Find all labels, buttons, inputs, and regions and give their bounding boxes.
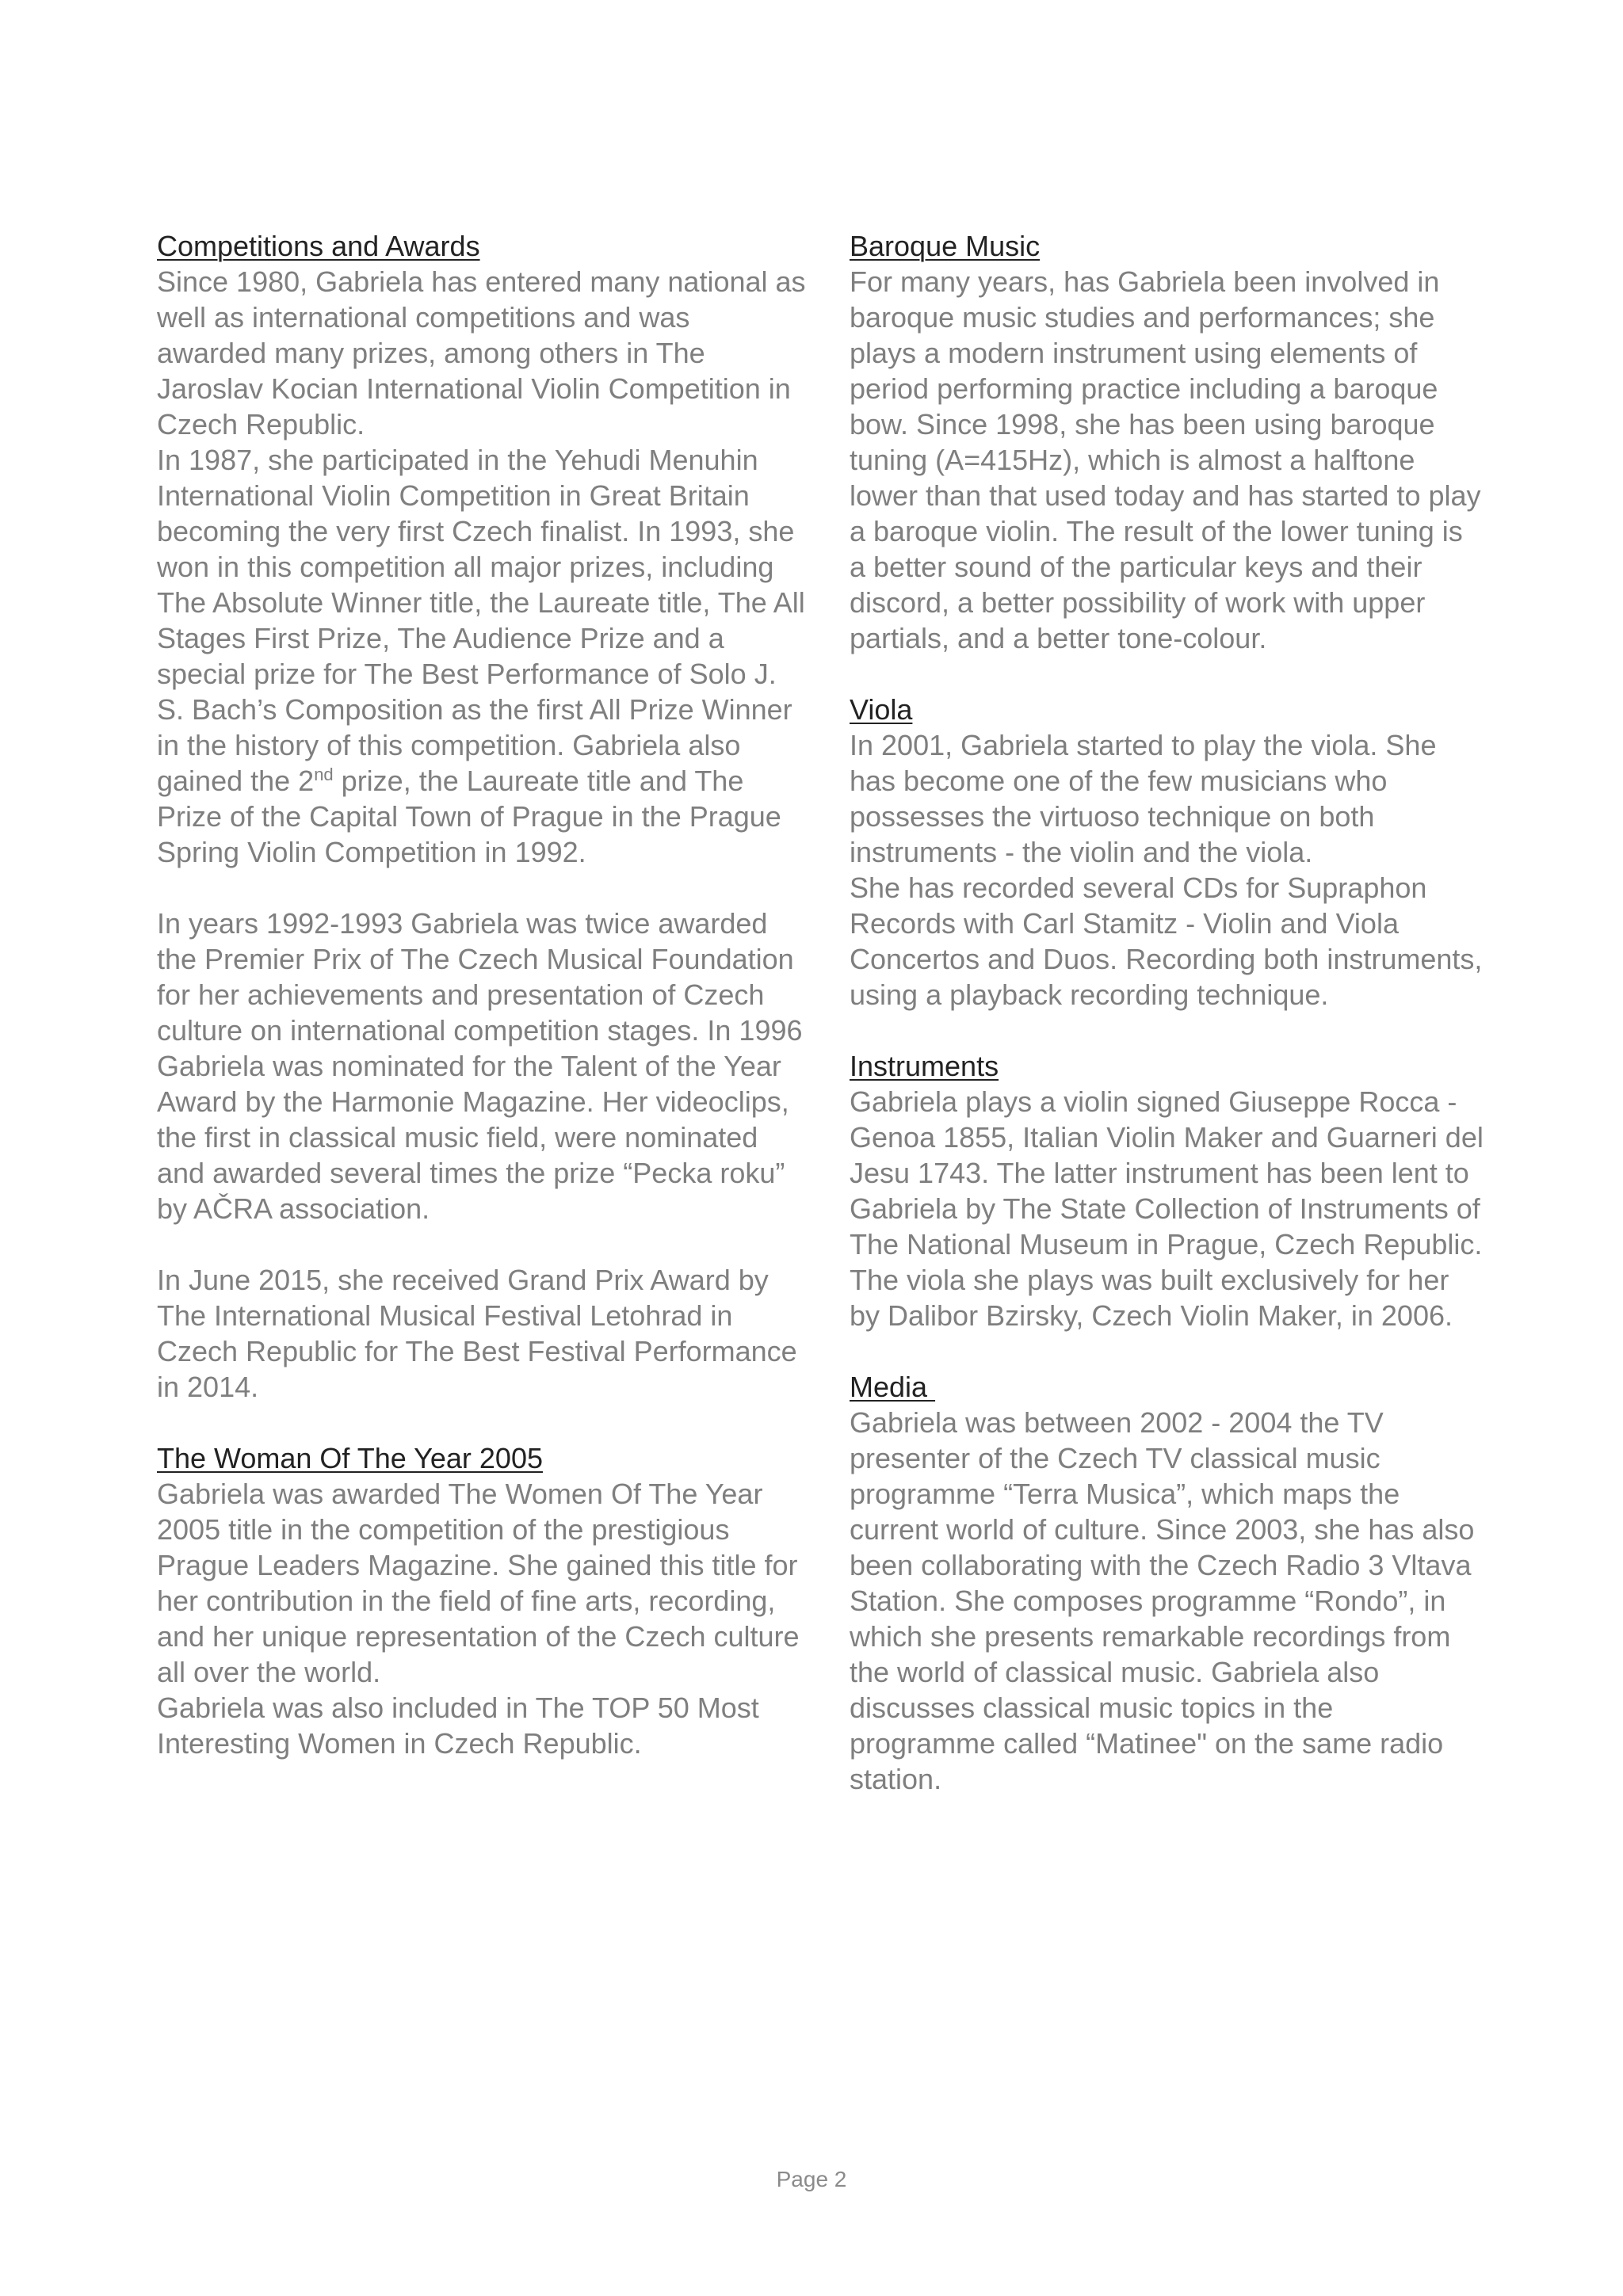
ordinal-superscript: nd — [314, 765, 334, 784]
competitions-paragraph-1: Since 1980, Gabriela has entered many national as well as international competitions and was awarded many prizes, among others in The Jaroslav Kocian International Violin Competition in Czech Republic. — [157, 265, 806, 441]
right-column — [850, 228, 1484, 1833]
section-heading-instruments: Instruments — [850, 1050, 999, 1082]
baroque-paragraph-1: For many years, has Gabriela been involved in baroque music studies and performances; she plays a modern instrument using elements of period performing practice including a baroque bow. Since 1998, she has been using baroque tuning (A=415Hz), which is almost a halftone lower than that used today and has started to play a baroque violin. The result of the lower tuning is a better sound of the particular keys and their discord, a better possibility of work with upper partials, and a better tone-colour. — [850, 265, 1481, 654]
media-paragraph-1: Gabriela was between 2002 - 2004 the TV presenter of the Czech TV classical music programme “Terra Musica”, which maps the current world of culture. Since 2003, she has also been collaborating with the Czech Radio 3 Vltava Station. She composes programme “Rondo”, in which she presents remarkable recordings from the world of classical music. Gabriela also discusses classical music topics in the programme called “Matinee" on the same radio station. — [850, 1406, 1475, 1795]
section-heading-woman-of-the-year: The Woman Of The Year 2005 — [157, 1442, 543, 1474]
instruments-paragraph-1: Gabriela plays a violin signed Giuseppe Rocca - Genoa 1855, Italian Violin Maker and Guarneri del Jesu 1743. The latter instrument has been lent to Gabriela by The State Collection of Instruments of The National Museum in Prague, Czech Republic. The viola she plays was built exclusively for her by Dalibor Bzirsky, Czech Violin Maker, in 2006. — [850, 1085, 1484, 1332]
competitions-paragraph-3: In years 1992-1993 Gabriela was twice awarded the Premier Prix of The Czech Musical Foundation for her achievements and presentation of Czech culture on international competition stages. In 1996 Gabriela was nominated for the Talent of the Year Award by the Harmonie Magazine. Her videoclips, the first in classical music field, were nominated and awarded several times the prize “Pecka roku” by AČRA association. — [157, 907, 803, 1225]
section-baroque-music — [850, 228, 1484, 656]
viola-paragraph-2: She has recorded several CDs for Supraphon Records with Carl Stamitz - Violin and Viola Concertos and Duos. Recording both instruments, using a playback recording technique. — [850, 871, 1483, 1011]
section-viola — [850, 692, 1484, 1013]
competitions-paragraph-2-text-a: In 1987, she participated in the Yehudi Menuhin International Violin Competition in Great Britain becoming the very first Czech finalist. In 1993, she won in this competition all major prizes, including The Absolute Winner title, the Laureate title, The All Stages First Prize, The Audience Prize and a special prize for The Best Performance of Solo J. S. Bach’s Composition as the first All Prize Winner in the history of this competition. Gabriela also gained the 2 — [157, 444, 805, 797]
competitions-paragraph-2 — [157, 442, 807, 870]
woman-of-year-paragraph-1: Gabriela was awarded The Women Of The Year 2005 title in the competition of the prestigious Prague Leaders Magazine. She gained this title for her contribution in the field of fine arts, recording, and her unique representation of the Czech culture all over the world. — [157, 1478, 800, 1688]
section-heading-baroque-music: Baroque Music — [850, 230, 1041, 262]
section-media — [850, 1369, 1484, 1797]
left-column — [157, 228, 807, 1797]
section-heading-competitions: Competitions and Awards — [157, 230, 480, 262]
section-instruments — [850, 1048, 1484, 1333]
section-competitions-and-awards — [157, 228, 807, 1405]
section-heading-viola: Viola — [850, 693, 913, 726]
section-heading-media: Media — [850, 1371, 936, 1403]
competitions-paragraph-2-text-b: prize, the Laureate title and The Prize of the Capital Town of Prague in the Prague Spring Violin Competition in 1992. — [157, 765, 781, 868]
section-woman-of-the-year — [157, 1440, 807, 1761]
viola-paragraph-1: In 2001, Gabriela started to play the viola. She has become one of the few musicians who possesses the virtuoso technique on both instruments - the violin and the viola. — [850, 729, 1437, 868]
page-number: Page 2 — [776, 2167, 847, 2191]
woman-of-year-paragraph-2: Gabriela was also included in The TOP 50 Most Interesting Women in Czech Republic. — [157, 1691, 759, 1760]
competitions-paragraph-4: In June 2015, she received Grand Prix Award by The International Musical Festival Letohrad in Czech Republic for The Best Festival Performance in 2014. — [157, 1264, 797, 1403]
